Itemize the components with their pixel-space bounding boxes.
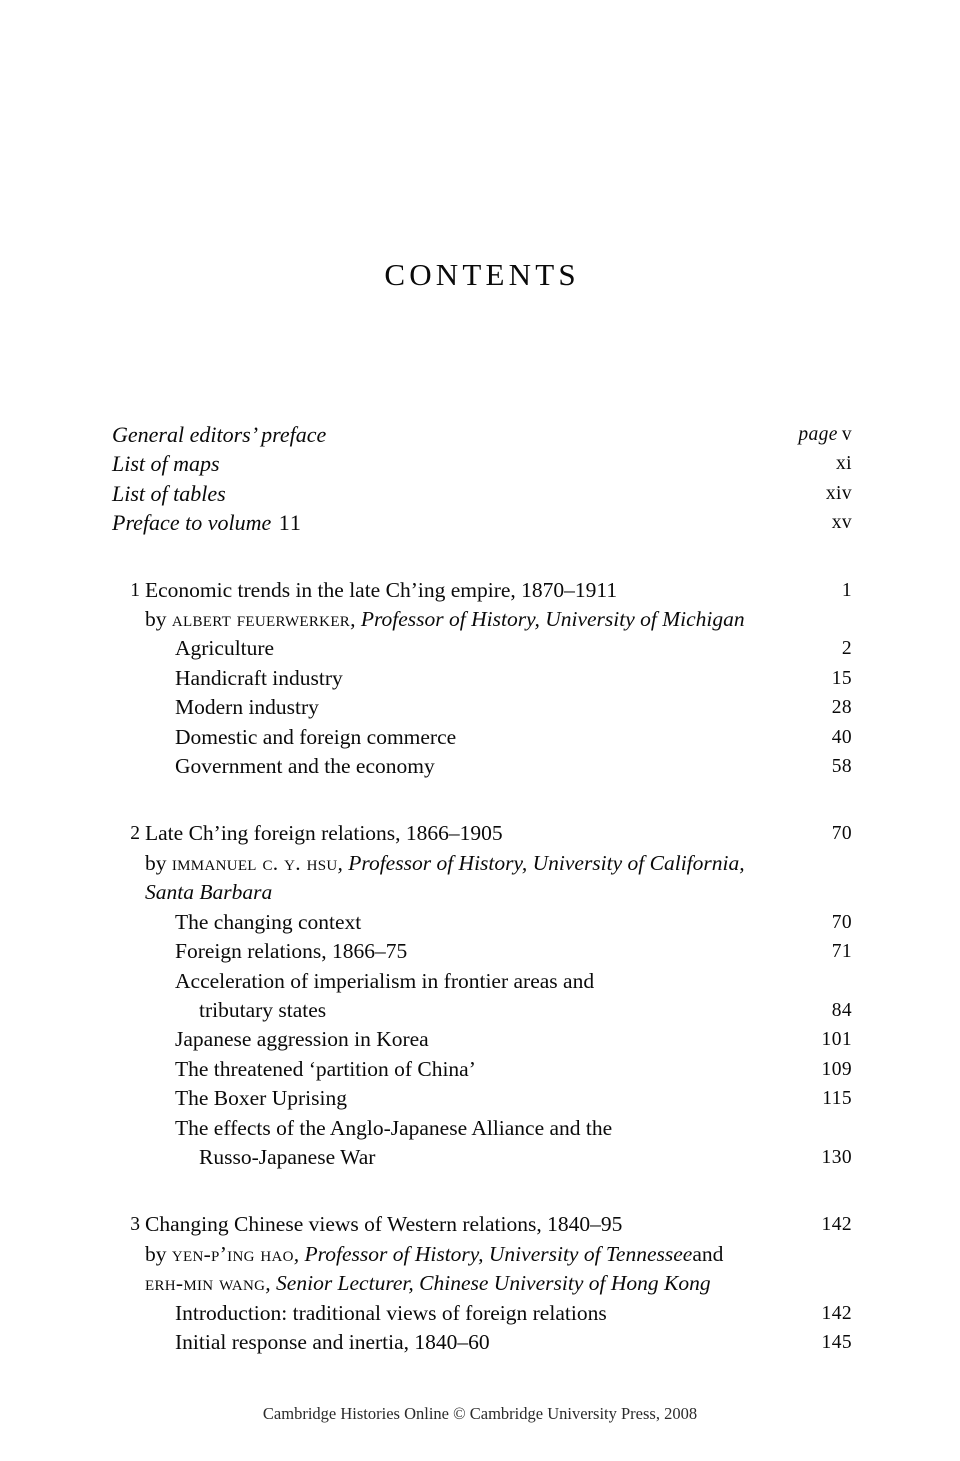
toc-subentry-page-number: 58 bbox=[831, 756, 852, 778]
chapter-number: 3 bbox=[130, 1214, 140, 1236]
chapter-page-number: 142 bbox=[821, 1214, 852, 1236]
toc-subentry[interactable] bbox=[175, 967, 852, 1026]
toc-subentry-page-number: 101 bbox=[821, 1029, 852, 1051]
toc-subentry-label: Government and the economy bbox=[175, 754, 435, 779]
toc-entry-label: List of tables bbox=[112, 480, 226, 506]
chapter-number: 1 bbox=[130, 579, 140, 601]
toc-entry-list-of-maps[interactable] bbox=[112, 449, 852, 478]
toc-subentry[interactable] bbox=[175, 634, 852, 663]
toc-subentry-label: Japanese aggression in Korea bbox=[175, 1027, 429, 1052]
toc-entry-page-number bbox=[742, 420, 852, 449]
toc-subentry-page-number: 15 bbox=[831, 667, 852, 689]
toc-subentry-page-number: 70 bbox=[831, 911, 852, 933]
toc-subentry-label: The Boxer Uprising bbox=[175, 1086, 347, 1111]
byline-prefix-second: and bbox=[692, 1241, 724, 1266]
toc-subentry-label: Domestic and foreign commerce bbox=[175, 724, 457, 749]
toc-subentry-page-number: 71 bbox=[831, 941, 852, 963]
page-word-label: page bbox=[798, 424, 838, 445]
toc-subentry-page-number: 115 bbox=[822, 1088, 852, 1110]
chapter-group-2 bbox=[112, 819, 852, 1172]
chapter-byline-1 bbox=[145, 605, 765, 634]
toc-subentry-label: Foreign relations, 1866–75 bbox=[175, 939, 408, 964]
chapter-number: 2 bbox=[130, 823, 140, 845]
toc-entry-page-number: xiv bbox=[825, 482, 852, 504]
toc-subentry-page-number: 40 bbox=[831, 726, 852, 748]
chapter-group-3 bbox=[112, 1210, 852, 1357]
chapter-page-number: 1 bbox=[841, 579, 852, 601]
page-title: CONTENTS bbox=[384, 256, 580, 292]
toc-subentry-label-line2: Russo-Japanese War bbox=[199, 1144, 376, 1169]
byline-prefix: by bbox=[145, 850, 172, 875]
author-name: albert feuerwerker bbox=[171, 607, 351, 632]
author-name: immanuel c. y. hsu bbox=[171, 850, 338, 875]
byline-prefix: by bbox=[145, 1241, 172, 1266]
toc-subentry-page-number: 130 bbox=[821, 1146, 852, 1168]
toc-subentry-label: Handicraft industry bbox=[175, 665, 343, 690]
toc-subentry-label-line1: Acceleration of imperialism in frontier areas and bbox=[175, 968, 595, 993]
toc-entry-page-number: xi bbox=[836, 453, 852, 475]
chapter-title: Late Ch’ing foreign relations, 1866–1905 bbox=[145, 821, 503, 846]
toc-entry-preface-to-volume[interactable] bbox=[112, 508, 852, 537]
table-of-contents bbox=[112, 420, 852, 1357]
toc-subentry-page-number: 2 bbox=[841, 638, 852, 660]
chapter-byline-2 bbox=[145, 849, 765, 908]
toc-subentry[interactable] bbox=[175, 664, 852, 693]
toc-subentry-page-number: 28 bbox=[831, 697, 852, 719]
author-name: yen-p’ing hao bbox=[171, 1241, 294, 1266]
toc-subentry[interactable] bbox=[175, 1114, 852, 1173]
chapter-group-1 bbox=[112, 576, 852, 782]
toc-subentry[interactable] bbox=[175, 1084, 852, 1113]
chapter-title: Economic trends in the late Ch’ing empire, 1870–1911 bbox=[145, 577, 618, 602]
toc-subentry-page-number: 84 bbox=[831, 999, 852, 1021]
toc-subentry-label: Introduction: traditional views of foreign relations bbox=[175, 1300, 607, 1325]
chapter-title: Changing Chinese views of Western relations, 1840–95 bbox=[145, 1212, 623, 1237]
toc-subentry-label: The changing context bbox=[175, 909, 362, 934]
front-matter-group bbox=[112, 420, 852, 538]
toc-subentry[interactable] bbox=[175, 693, 852, 722]
page-number-value: v bbox=[841, 424, 852, 445]
toc-subentry-label: Initial response and inertia, 1840–60 bbox=[175, 1329, 490, 1354]
toc-entry-label: List of maps bbox=[112, 451, 220, 477]
chapter-byline-3 bbox=[145, 1240, 765, 1299]
toc-entry-list-of-tables[interactable] bbox=[112, 479, 852, 508]
toc-entry-label: General editors’ preface bbox=[112, 422, 327, 447]
author-name-second: erh-min wang bbox=[145, 1271, 266, 1296]
toc-entry-label bbox=[112, 508, 852, 537]
author-affiliation: , Professor of History, University of California, Santa Barbara bbox=[145, 850, 745, 905]
chapter-title-row-1[interactable] bbox=[112, 576, 852, 605]
toc-subentry-page-number: 109 bbox=[821, 1058, 852, 1080]
chapter-title-row-3[interactable] bbox=[112, 1210, 852, 1239]
author-affiliation: , Professor of History, University of Michigan bbox=[350, 607, 745, 632]
toc-subentry-label-line1: The effects of the Anglo-Japanese Alliance and the bbox=[175, 1115, 613, 1140]
toc-subentry[interactable] bbox=[175, 937, 852, 966]
toc-entry-general-editors-preface[interactable] bbox=[112, 420, 852, 449]
author-affiliation-second: , Senior Lecturer, Chinese University of Hong Kong bbox=[265, 1271, 711, 1296]
chapter-title-row-2[interactable] bbox=[112, 819, 852, 848]
toc-subentry[interactable] bbox=[175, 908, 852, 937]
toc-subentry-label: Modern industry bbox=[175, 695, 319, 720]
toc-entry-label-text: Preface to volume bbox=[112, 510, 277, 536]
toc-subentry-page-number: 145 bbox=[821, 1331, 852, 1353]
toc-subentry[interactable] bbox=[175, 1328, 852, 1357]
toc-subentry-page-number: 142 bbox=[821, 1302, 852, 1324]
toc-subentry[interactable] bbox=[175, 1055, 852, 1084]
byline-prefix: by bbox=[145, 607, 172, 632]
toc-subentry[interactable] bbox=[175, 723, 852, 752]
toc-subentry[interactable] bbox=[175, 1299, 852, 1328]
author-affiliation: , Professor of History, University of Tennessee bbox=[293, 1241, 693, 1266]
toc-entry-page-number: xv bbox=[831, 512, 852, 534]
volume-number: 11 bbox=[278, 510, 302, 536]
chapter-page-number: 70 bbox=[831, 823, 852, 845]
toc-subentry-label-line2: tributary states bbox=[199, 997, 327, 1022]
toc-subentry[interactable] bbox=[175, 752, 852, 781]
toc-subentry-label: Agriculture bbox=[175, 636, 275, 661]
page-footer: Cambridge Histories Online © Cambridge University Press, 2008 bbox=[262, 1404, 698, 1423]
toc-subentry-label: The threatened ‘partition of China’ bbox=[175, 1056, 476, 1081]
toc-subentry[interactable] bbox=[175, 1025, 852, 1054]
